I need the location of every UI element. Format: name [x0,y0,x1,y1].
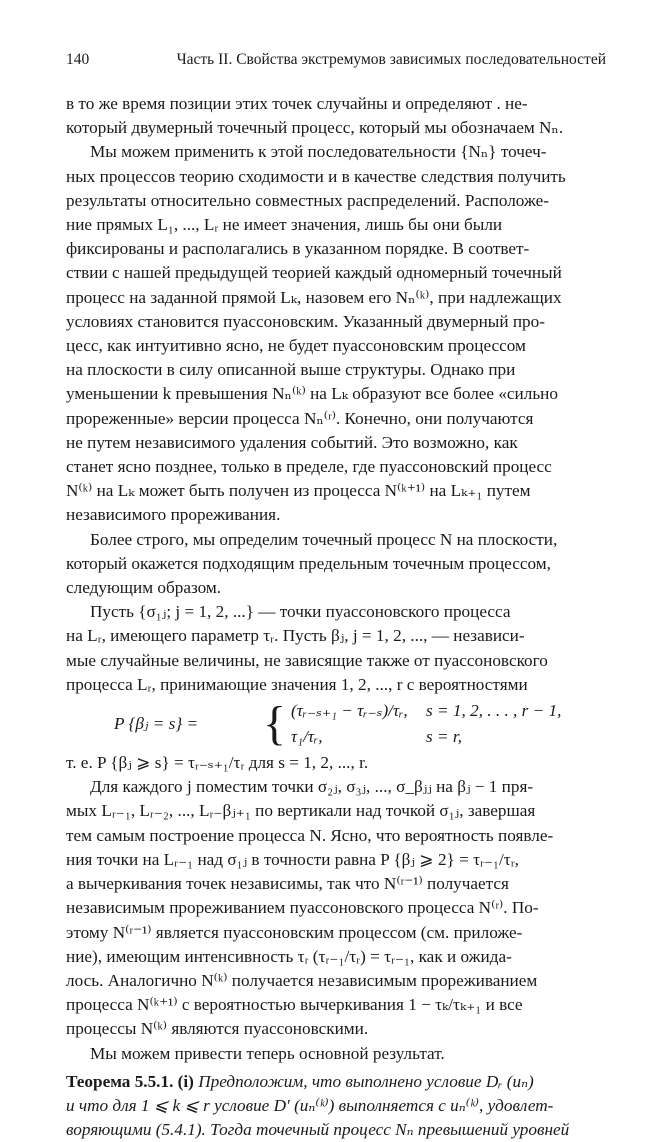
text-line: а вычеркивания точек независимы, так что N⁽ʳ⁻¹⁾ получается [66,874,509,894]
probability-formula [66,697,610,751]
text-line: Пусть {σ₁ⱼ; j = 1, 2, ...} — точки пуассоновского процесса [90,602,511,622]
formula-brace: { [263,697,287,751]
text-line: этому N⁽ʳ⁻¹⁾ является пуассоновским процессом (см. приложе- [66,922,523,942]
text-line: независимым прореживанием пуассоновского процесса N⁽ʳ⁾. По- [66,898,539,918]
running-title: Часть II. Свойства экстремумов зависимых последовательностей [176,51,606,68]
text-line: следующим образом. [66,578,222,598]
text-line: ствии с нашей предыдущей теорией каждый одномерный точечный [66,263,562,283]
text-line: цесс, как интуитивно ясно, не будет пуассоновским процессом [66,336,526,356]
text-line: который двумерный точечный процесс, который мы обозначаем Nₙ. [66,118,564,138]
page-body [66,92,610,1142]
text-line: на плоскости в силу описанной выше структуры. Однако при [66,360,516,380]
paragraph-6 [66,1042,610,1066]
theorem-text: Предположим, что выполнено условие Dᵣ (uₙ) [198,1071,534,1091]
theorem-text: и что для 1 ⩽ k ⩽ r условие D′ (uₙ⁽ᵏ⁾) выполняется с uₙ⁽ᵏ⁾, удовлет- [66,1095,554,1115]
text-line: лось. Аналогично N⁽ᵏ⁾ получается независимым прореживанием [66,970,538,990]
text-line: ния точки на Lᵣ₋₁ над σ₁ⱼ в точности равна P {βⱼ ⩾ 2} = τᵣ₋₁/τᵣ, [66,849,519,869]
formula-condition-1: s = 1, 2, . . . , r − 1, [426,701,562,721]
text-line: уменьшении k превышения Nₙ⁽ᵏ⁾ на Lₖ образуют все более «сильно [66,384,558,404]
text-line: ных процессов теорию сходимости и в качестве следствия получить [66,166,566,186]
text-line: в то же время позиции этих точек случайны и определяют . не- [66,94,528,113]
text-line: на Lᵣ, имеющего параметр τᵣ. Пусть βⱼ, j = 1, 2, ..., — независи- [66,626,525,646]
text-line: процессы N⁽ᵏ⁾ являются пуассоновскими. [66,1019,369,1039]
paragraph-2 [66,140,610,527]
text-line: независимого прореживания. [66,505,281,525]
text-line: процесса Lᵣ, принимающие значения 1, 2, ..., r с вероятностями [66,674,528,694]
formula-lhs: P {βⱼ = s} = [114,714,199,734]
text-line: Более строго, мы определим точечный процесс N на плоскости, [90,529,558,549]
text-line: N⁽ᵏ⁾ на Lₖ может быть получен из процесса N⁽ᵏ⁺¹⁾ на Lₖ₊₁ путем [66,481,531,501]
text-line: мых Lᵣ₋₁, Lᵣ₋₂, ..., Lᵣ₋βⱼ₊₁ по вертикали над точкой σ₁ⱼ, завершая [66,801,536,821]
theorem-text: воряющими (5.4.1). Тогда точечный процесс Nₙ превышений уровней [66,1120,570,1140]
text-line: процесса N⁽ᵏ⁺¹⁾ с вероятностью вычеркивания 1 − τₖ/τₖ₊₁ и все [66,995,523,1015]
theorem-label: Теорема 5.5.1. (i) [66,1071,194,1091]
text-line: фиксированы и располагались в указанном порядке. В соответ- [66,239,530,259]
formula-consequence: т. е. P {βⱼ ⩾ s} = τᵣ₋ₛ₊₁/τᵣ для s = 1, 2, ..., r. [66,753,369,773]
paragraph-5 [66,775,610,1041]
text-line: ние прямых L₁, ..., Lᵣ не имеет значения, лишь бы они были [66,215,503,235]
page-number: 140 [66,51,90,68]
theorem-5-5-1 [66,1070,610,1142]
formula-case-2: τ₁/τᵣ, [291,727,323,747]
text-line: мые случайные величины, не зависящие также от пуассоновского [66,650,548,670]
formula-condition-2: s = r, [426,727,462,747]
text-line: результаты относительно совместных распределений. Расположе- [66,190,549,210]
paragraph-3 [66,528,610,601]
text-line: условиях становится пуассоновским. Указанный двумерный про- [66,311,545,331]
formula-case-1: (τᵣ₋ₛ₊₁ − τᵣ₋ₛ)/τᵣ, [291,701,408,721]
text-line: процесс на заданной прямой Lₖ, назовем его Nₙ⁽ᵏ⁾, при надлежащих [66,287,562,307]
text-line: ние), имеющим интенсивность τᵣ (τᵣ₋₁/τᵣ) = τᵣ₋₁, как и ожида- [66,946,512,966]
paragraph-4 [66,600,610,697]
text-line: тем самым построение процесса N. Ясно, что вероятность появле- [66,825,554,845]
text-line: прореженные» версии процесса Nₙ⁽ʳ⁾. Конечно, они получаются [66,408,534,428]
paragraph-1 [66,92,610,140]
text-line: который окажется подходящим предельным точечным процессом, [66,553,551,573]
text-line: станет ясно позднее, только в пределе, где пуассоновский процесс [66,457,552,477]
text-line: Мы можем привести теперь основной результат. [90,1043,445,1063]
text-line: Мы можем применить к этой последовательности {Nₙ} точеч- [90,142,547,162]
text-line: Для каждого j поместим точки σ₂ⱼ, σ₃ⱼ, ..., σ_βⱼⱼ на βⱼ − 1 пря- [90,777,534,797]
text-line: не путем независимого удаления событий. Это возможно, как [66,432,518,452]
